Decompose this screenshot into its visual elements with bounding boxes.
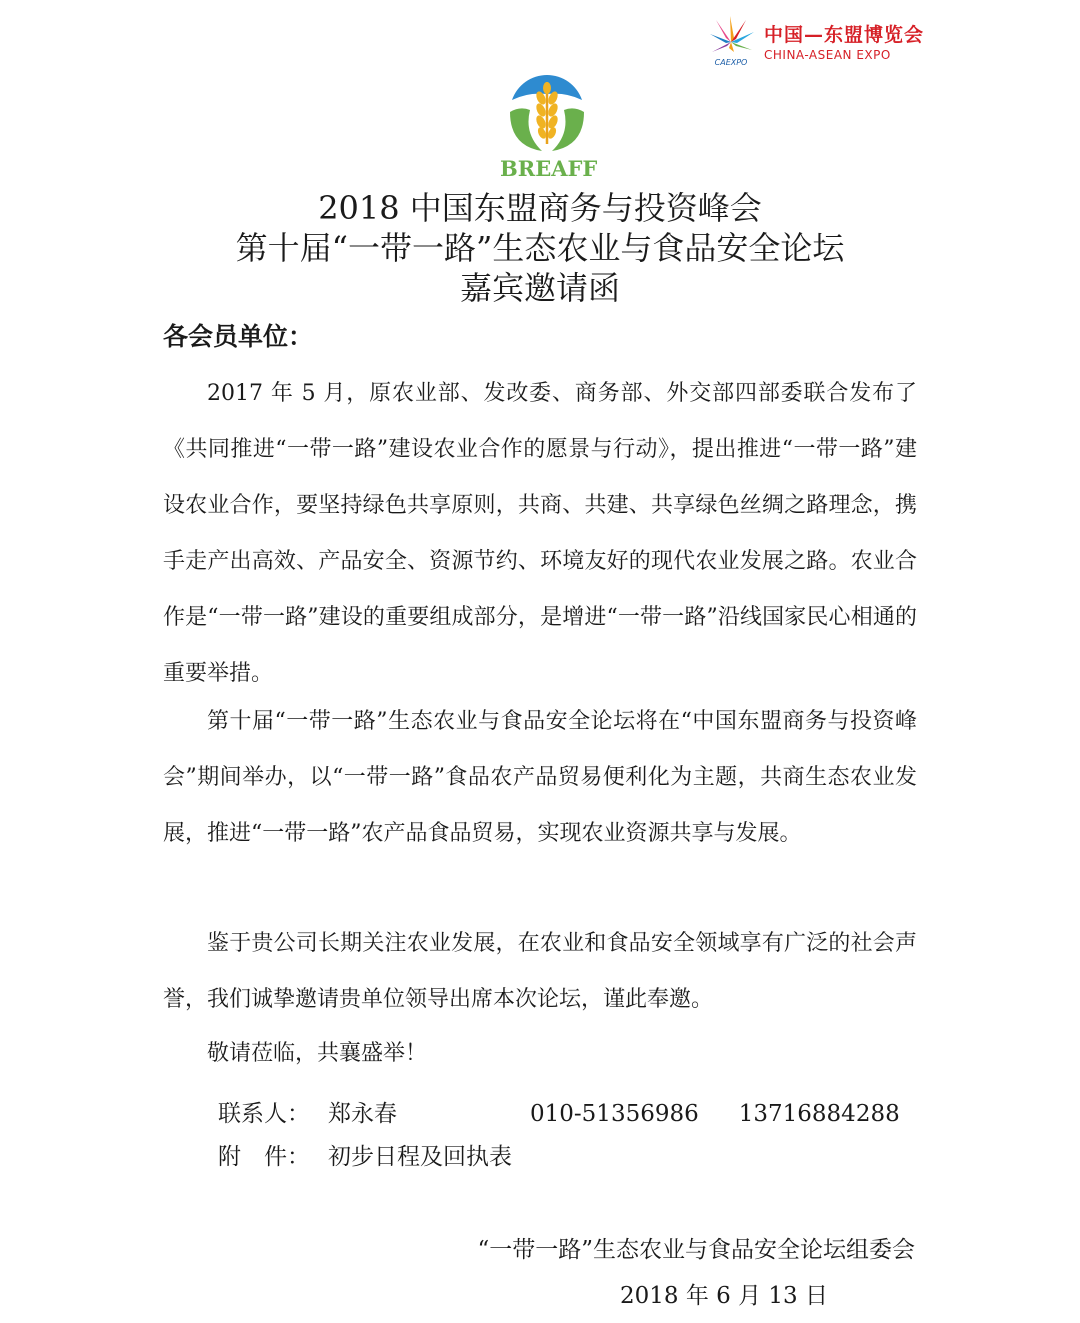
contact-name: 郑永春 <box>328 1101 397 1127</box>
china-asean-expo-logo <box>706 14 925 68</box>
caexpo-flower-icon <box>706 14 756 68</box>
paragraph-forum-info: 第十届“一带一路”生态农业与食品安全论坛将在“中国东盟商务与投资峰会”期间举办，以“一带一路”食品农产品贸易便利化为主题，共商生态农业发展，推进“一带一路”农产品食品贸易，实现农业资源共享与发展。 <box>163 709 917 846</box>
paragraph-background: 2017 年 5 月，原农业部、发改委、商务部、外交部四部委联合发布了《共同推进“一带一路”建设农业合作的愿景与行动》，提出推进“一带一路”建设农业合作，要坚持绿色共享原则，共商、共建、共享绿色丝绸之路理念，携手走产出高效、产品安全、资源节约、环境友好的现代农业发展之路。农业合作是“一带一路”建设的重要组成部分，是增进“一带一路”沿线国家民心相通的重要举措。 <box>163 381 917 686</box>
expo-name-en: CHINA-ASEAN EXPO <box>764 48 891 62</box>
caexpo-mark-text: CAEXPO <box>714 58 748 67</box>
expo-name-cn: 中国—东盟博览会 <box>764 24 925 46</box>
title-line-1: 2018 中国东盟商务与投资峰会 <box>318 189 762 227</box>
attachment-label: 附 件： <box>218 1144 310 1170</box>
paragraph-invitation: 鉴于贵公司长期关注农业发展，在农业和食品安全领域享有广泛的社会声誉，我们诚挚邀请贵单位领导出席本次论坛，谨此奉邀。 <box>163 931 917 1012</box>
signature-org: “一带一路”生态农业与食品安全论坛组委会 <box>477 1237 915 1263</box>
attachment-row <box>218 1137 512 1177</box>
breaff-logo <box>500 72 596 182</box>
document-title <box>0 188 1080 308</box>
contact-mobile: 13716884288 <box>738 1101 900 1127</box>
signature-date: 2018 年 6 月 13 日 <box>620 1283 828 1309</box>
contact-phone: 010-51356986 <box>530 1101 699 1127</box>
contact-label: 联系人： <box>218 1101 310 1127</box>
wheat-globe-icon <box>506 72 588 154</box>
attachment-value: 初步日程及回执表 <box>328 1144 512 1170</box>
title-line-3: 嘉宾邀请函 <box>459 269 620 307</box>
title-line-2: 第十届“一带一路”生态农业与食品安全论坛 <box>235 229 845 267</box>
salutation: 各会员单位： <box>163 322 314 351</box>
contact-row <box>218 1094 900 1134</box>
paragraph-closing: 敬请莅临，共襄盛举！ <box>207 1041 428 1066</box>
breaff-logo-text: BREAFF <box>500 156 598 181</box>
